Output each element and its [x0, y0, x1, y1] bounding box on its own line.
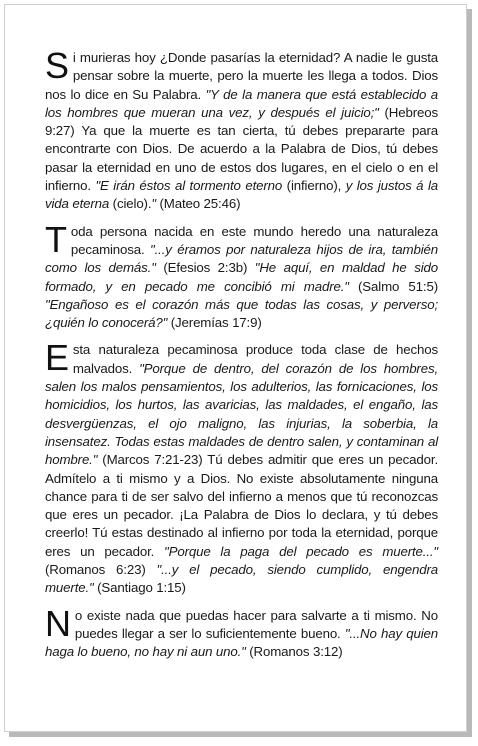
scripture-quote: "Engañoso es el corazón más que todas las cosas, y perverso; ¿quién lo conocerá?": [45, 296, 438, 331]
tract-text: [45, 45, 439, 671]
scripture-quote: "He aquí, en maldad he sido formado, y en pecado me concibió mi madre.": [45, 260, 438, 294]
scripture-quote: "E irán éstos al tormento eterno: [95, 178, 283, 194]
text-segment: (Jeremías 17:9): [167, 315, 262, 331]
scripture-quote: ": [151, 196, 156, 212]
scripture-quote: "...y el pecado, siendo cumplido, engendra muerte.": [45, 562, 438, 596]
paragraph-2: [45, 218, 438, 333]
text-segment: (Hebreos 9:27) Ya que la muerte es tan cierta, tú debes prepararte para encontrarte con Dios. De acuerdo a la Palabra de Dios, tú debes pasar la eternidad en uno de estos dos lugares, en el cielo o en el infierno.: [45, 104, 438, 194]
scripture-quote: "...y éramos por naturaleza hijos de ira, también como los demás.": [45, 241, 438, 276]
text-segment: (Mateo 25:46): [155, 196, 241, 212]
paragraph-4: [45, 602, 438, 662]
drop-cap: N: [45, 602, 71, 644]
text-segment: (Efesios 2:3b): [155, 260, 255, 276]
text-segment: (Salmo 51:5): [348, 278, 438, 294]
text-segment: (Marcos 7:21-23) Tú debes admitir que eres un pecador. Admítelo a ti mismo y a Dios. No existe absolutamente ninguna chance para ti de ser salvo del infierno a menos que tú reconozcas que eres un pecador. ¡La Palabra de Dios lo declara, y tú debes creerlo! Tú estas destinado al infierno por toda la eternidad, porque eres un pecador.: [45, 452, 438, 559]
text-segment: o existe nada que puedas hacer para salvarte a ti mismo. No puedes llegar a ser lo suficientemente bueno.: [74, 607, 438, 641]
scripture-quote: "...No hay quien haga lo bueno, no hay ni aun uno.": [45, 625, 438, 660]
text-segment: (Romanos 6:23): [45, 562, 157, 578]
tract-page: [4, 4, 467, 732]
text-segment: (Romanos 3:12): [245, 644, 343, 660]
paragraph-1: [45, 45, 438, 214]
text-segment: (Santiago 1:15): [93, 580, 186, 596]
text-segment: (cielo).: [109, 196, 152, 212]
text-segment: oda persona nacida en este mundo heredo una naturaleza pecaminosa.: [70, 223, 438, 257]
text-segment: (infierno),: [282, 178, 346, 194]
drop-cap: S: [45, 45, 69, 86]
drop-cap: E: [45, 337, 69, 379]
paragraph-3: [45, 337, 439, 597]
scripture-quote: "Y de la manera que está establecido a los hombres que mueran una vez, y después el juicio;": [45, 86, 438, 120]
text-segment: i murieras hoy ¿Donde pasarías la eternidad? A nadie le gusta pensar sobre la muerte, pero la muerte les llega a todos. Dios nos lo dice en Su Palabra.: [45, 50, 438, 102]
scripture-quote: y los justos á la vida eterna: [45, 178, 438, 212]
text-segment: sta naturaleza pecaminosa produce toda clase de hechos malvados.: [72, 342, 438, 376]
scripture-quote: "Porque de dentro, del corazón de los hombres, salen los malos pensamientos, los adulterios, las fornicaciones, los homicidios, los hurtos, las avaricias, las maldades, el engaño, las desvergüenzas, el ojo maligno, las injurias, la soberbia, la insensatez. Todas estas maldades de dentro salen, y contaminan al hombre.": [45, 360, 439, 468]
scripture-quote: "Porque la paga del pecado es muerte...": [164, 543, 439, 559]
drop-cap: T: [45, 218, 67, 260]
